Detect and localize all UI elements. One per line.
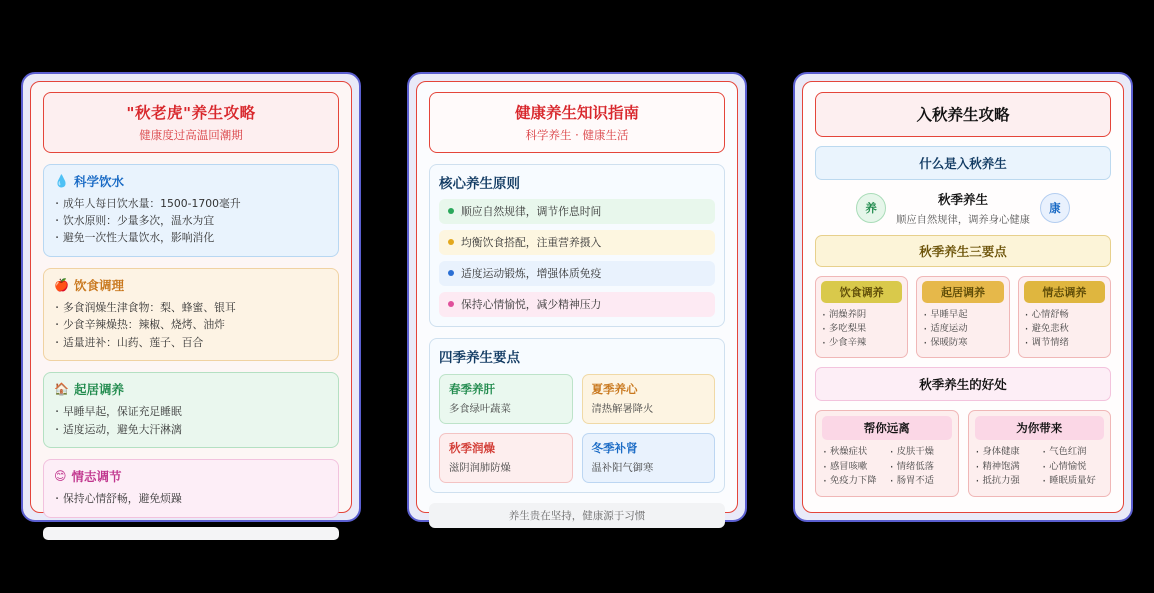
benefit-gain-cols [975,445,1105,490]
list-item: · 精神饱满 [975,460,1038,475]
benefit-gain-col1 [975,445,1038,490]
principle-text: 均衡饮食搭配，注重营养摄入 [461,235,602,249]
section-emotion-title: 情志调节 [71,469,122,485]
principle-row [439,261,715,286]
smile-icon: 😊 [54,469,67,484]
card-autumn-guide-inner [802,81,1124,513]
benefit-avoid-col2 [889,445,952,490]
card3-concept-desc: 顺应自然规律，调养身心健康 [896,213,1030,226]
benefit-avoid-col1 [822,445,885,490]
section-diet [43,268,339,361]
list-item: · 感冒咳嗽 [822,460,885,475]
list-item: · 心情舒畅 [1024,308,1105,322]
card3-benefits-grid [815,410,1111,498]
card2-title-box [429,92,725,153]
card3-title: 入秋养生攻略 [916,105,1010,124]
list-item: · 多吃梨果 [821,322,902,336]
season-winter [582,433,716,483]
card3-concept-row [815,190,1111,226]
principle-row [439,199,715,224]
section-diet-title: 饮食调理 [73,277,124,293]
list-item: · 早睡早起，保证充足睡眠 [54,403,328,420]
principle-row [439,292,715,317]
point-emotion-head: 情志调养 [1024,281,1105,303]
list-item: · 适度运动，避免大汗淋漓 [54,421,328,438]
card-autumn-guide [793,72,1133,522]
season-autumn [439,433,573,483]
season-spring [439,374,573,424]
card1-title-box [43,92,339,153]
list-item: · 适度运动 [922,322,1003,336]
point-diet [815,276,908,358]
list-item: · 睡眠质量好 [1041,474,1104,489]
list-item: · 适量进补：山药、莲子、百合 [54,334,328,351]
section-emotion [43,459,339,517]
season-summer-title: 夏季养心 [591,381,638,396]
card3-benefits-band: 秋季养生的好处 [815,367,1111,401]
section-drinking-water-head [54,172,328,190]
point-daily-life [916,276,1009,358]
card1-subtitle: 健康度过高温回潮期 [139,127,243,142]
season-autumn-title: 秋季润燥 [449,440,495,455]
card3-concept-title: 秋季养生 [937,191,988,207]
card3-title-box [815,92,1111,137]
card3-three-points-grid [815,276,1111,358]
bullet-dot-icon [448,208,454,214]
water-drop-icon: 💧 [54,173,69,188]
section-drinking-water-title: 科学饮水 [73,173,124,189]
list-item: · 抵抗力强 [975,474,1038,489]
list-item: · 气色红润 [1041,445,1104,460]
list-item: · 皮肤干燥 [889,445,952,460]
section-daily-life-title: 起居调养 [73,382,124,398]
card3-what-is-strip: 什么是入秋养生 [815,146,1111,180]
list-item: · 避免悲秋 [1024,322,1105,336]
list-item: · 情绪低落 [889,460,952,475]
card-autumn-tiger-inner [30,81,352,513]
list-item: · 多食润燥生津食物：梨、蜂蜜、银耳 [54,299,328,316]
season-winter-desc: 温补阳气御寒 [591,461,654,474]
benefit-gain [968,410,1112,498]
bullet-dot-icon [448,239,454,245]
section-diet-head [54,276,328,294]
list-item: · 成年人每日饮水量：1500-1700毫升 [54,195,328,212]
card1-title: "秋老虎"养生攻略 [126,103,256,122]
list-item: · 润燥养阴 [821,308,902,322]
benefit-avoid [815,410,959,498]
card2-footer: 养生贵在坚持，健康源于习惯 [429,503,725,528]
list-item: · 身体健康 [975,445,1038,460]
card-autumn-tiger [21,72,361,522]
section-diet-list [54,299,328,351]
season-spring-title: 春季养肝 [449,381,495,396]
list-item: · 饮水原则：少量多次，温水为宜 [54,212,328,229]
list-item: · 避免一次性大量饮水，影响消化 [54,229,328,246]
list-item: · 保持心情舒畅，避免烦躁 [54,490,328,507]
list-item: · 肠胃不适 [889,474,952,489]
list-item: · 心情愉悦 [1041,460,1104,475]
section-drinking-water [43,164,339,257]
card2-subtitle: 科学养生 · 健康生活 [525,127,629,142]
card3-three-points-band: 秋季养生三要点 [815,235,1111,267]
point-diet-head: 饮食调养 [821,281,902,303]
card1-footer-bar [43,527,339,540]
panel-four-seasons-heading: 四季养生要点 [439,349,520,366]
principle-text: 保持心情愉悦，减少精神压力 [461,297,602,311]
bullet-dot-icon [448,270,454,276]
list-item: · 早睡早起 [922,308,1003,322]
card2-title: 健康养生知识指南 [514,103,639,122]
card3-concept-text [896,190,1030,226]
four-seasons-grid [439,374,715,483]
section-emotion-head [54,467,328,485]
benefit-avoid-head: 帮你远离 [822,416,952,440]
benefit-avoid-cols [822,445,952,490]
benefit-gain-col2 [1041,445,1104,490]
bullet-dot-icon [448,301,454,307]
section-daily-life [43,372,339,448]
circle-kang-icon: 康 [1040,193,1070,223]
panel-core-principles-rows [439,199,715,317]
principle-row [439,230,715,255]
list-item: · 调节情绪 [1024,336,1105,350]
season-autumn-desc: 滋阴润肺防燥 [449,461,511,474]
point-emotion-list [1024,308,1105,351]
panel-four-seasons [429,338,725,493]
list-item: · 少食辛辣 [821,336,902,350]
section-daily-life-list [54,403,328,438]
point-daily-life-list [922,308,1003,351]
circle-yang-icon: 养 [856,193,886,223]
card-health-guide [407,72,747,522]
section-daily-life-head [54,380,328,398]
principle-text: 顺应自然规律，调节作息时间 [461,204,602,218]
list-item: · 少食辛辣燥热：辣椒、烧烤、油炸 [54,316,328,333]
benefit-gain-head: 为你带来 [975,416,1105,440]
panel-core-principles [429,164,725,327]
list-item: · 保暖防寒 [922,336,1003,350]
principle-text: 适度运动锻炼，增强体质免疫 [461,266,602,280]
apple-icon: 🍎 [54,277,69,292]
section-emotion-list [54,490,328,507]
season-spring-desc: 多食绿叶蔬菜 [449,402,511,415]
season-summer [582,374,716,424]
card-health-guide-inner [416,81,738,522]
list-item: · 免疫力下降 [822,474,885,489]
section-drinking-water-list [54,195,328,247]
panel-core-principles-heading: 核心养生原则 [439,175,520,192]
season-summer-desc: 清热解暑降火 [591,402,654,415]
list-item: · 秋燥症状 [822,445,885,460]
point-emotion [1018,276,1111,358]
season-winter-title: 冬季补肾 [591,440,638,455]
point-daily-life-head: 起居调养 [922,281,1003,303]
point-diet-list [821,308,902,351]
house-icon: 🏠 [54,382,69,397]
